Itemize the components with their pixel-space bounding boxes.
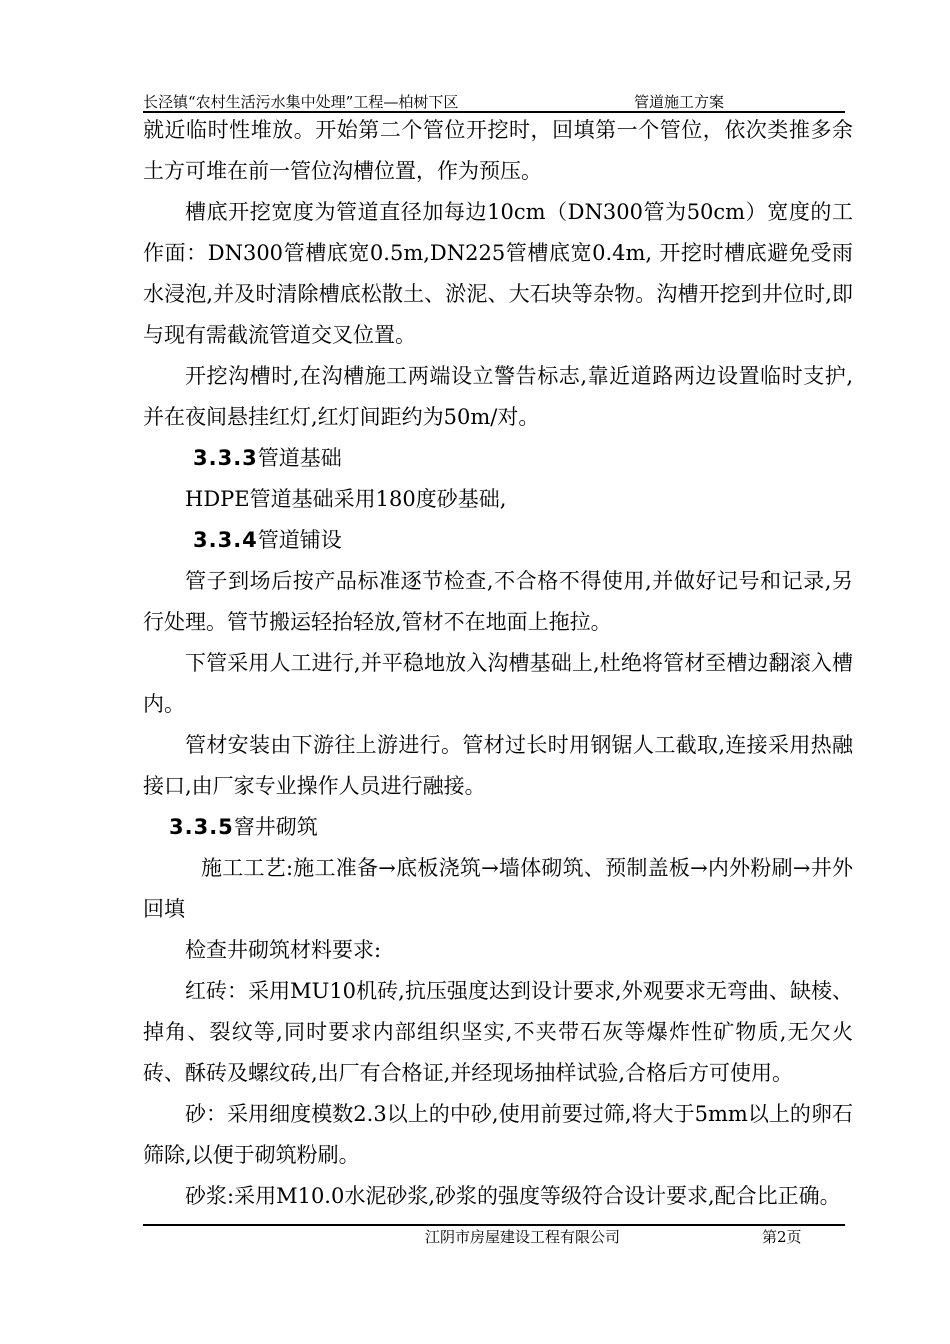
paragraph-construction-process: 施工工艺:施工准备→底板浇筑→墙体砌筑、预制盖板→内外粉刷→井外回填: [143, 856, 853, 921]
section-number: 3.3.4: [193, 528, 258, 552]
paragraph-trench-width: 槽底开挖宽度为管道直径加每边10cm（DN300管为50cm）宽度的工作面：DN300管槽底宽0.5m,DN225管槽底宽0.4m, 开挖时槽底避免受雨水浸泡,并及时清除槽底松散土、淤泥、大石块等杂物。沟槽开挖到井位时,即与现有需截流管道交叉位置。: [143, 200, 853, 347]
section-number: 3.3.5: [169, 815, 234, 839]
footer-page-number: 第2页: [762, 1228, 802, 1246]
paragraph-excavation-backfill: 就近临时性堆放。开始第二个管位开挖时，回填第一个管位，依次类推多余土方可堆在前一管位沟槽位置，作为预压。: [143, 118, 853, 183]
section-title: 窨井砌筑: [233, 815, 318, 839]
footer-company: 江阴市房屋建设工程有限公司: [425, 1228, 621, 1246]
section-heading-3-3-3: [143, 438, 853, 479]
footer-divider: [143, 1224, 845, 1226]
paragraph-pipe-lowering: 下管采用人工进行,并平稳地放入沟槽基础上,杜绝将管材至槽边翻滚入槽内。: [143, 651, 853, 716]
paragraph-pipe-inspection: 管子到场后按产品标准逐节检查,不合格不得使用,并做好记号和记录,另行处理。管节搬运轻抬轻放,管材不在地面上拖拉。: [143, 569, 853, 634]
header-document-title: 管道施工方案: [634, 93, 725, 111]
paragraph-material-requirements: 检查井砌筑材料要求:: [185, 938, 382, 962]
paragraph-pipe-installation: 管材安装由下游往上游进行。管材过长时用钢锯人工截取,连接采用热融接口,由厂家专业操作人员进行融接。: [143, 733, 853, 798]
paragraph-warning-signs: 开挖沟槽时,在沟槽施工两端设立警告标志,靠近道路两边设置临时支护,并在夜间悬挂红灯,红灯间距约为50m/对。: [143, 364, 853, 429]
paragraph-mortar: 砂浆:采用M10.0水泥砂浆,砂浆的强度等级符合设计要求,配合比正确。: [185, 1184, 841, 1208]
header-project-title: 长泾镇“农村生活污水集中处理”工程—柏树下区: [143, 93, 459, 111]
paragraph-pipe-foundation: HDPE管道基础采用180度砂基础,: [185, 487, 507, 511]
section-number: 3.3.3: [193, 446, 258, 470]
section-heading-3-3-5: [143, 807, 853, 848]
paragraph-red-brick: 红砖：采用MU10机砖,抗压强度达到设计要求,外观要求无弯曲、缺棱、掉角、裂纹等,同时要求内部组织坚实,不夹带石灰等爆炸性矿物质,无欠火砖、酥砖及螺纹砖,出厂有合格证,并经现场抽样试验,合格后方可使用。: [143, 979, 853, 1085]
section-title: 管道基础: [257, 446, 342, 470]
paragraph-sand: 砂：采用细度模数2.3以上的中砂,使用前要过筛,将大于5mm以上的卵石筛除,以便于砌筑粉刷。: [143, 1102, 853, 1167]
section-title: 管道铺设: [257, 528, 342, 552]
section-heading-3-3-4: [143, 520, 853, 561]
page-body: [143, 110, 853, 1217]
